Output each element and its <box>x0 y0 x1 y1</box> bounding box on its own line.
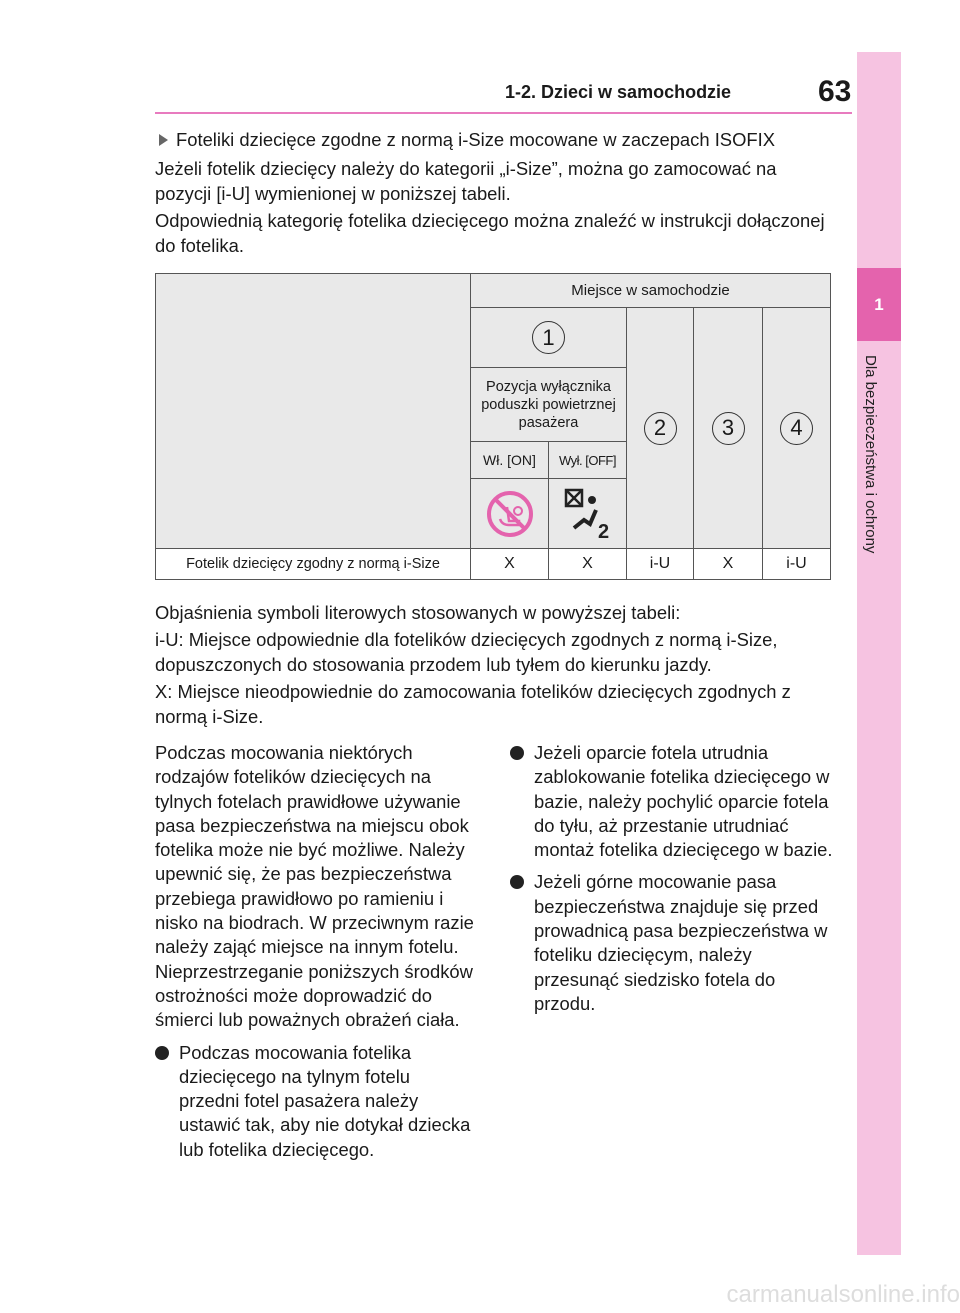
row-value-3-text: i-U <box>649 555 671 572</box>
legend-intro: Objaśnienia symboli literowych stosowanych w powyższej tabeli: <box>155 602 681 623</box>
page-number: 63 <box>818 75 852 108</box>
row-label-text: Fotelik dziecięcy zgodny z normą i-Size <box>186 556 440 572</box>
seat-2-header <box>626 307 694 549</box>
warning-right-column <box>510 741 835 1016</box>
seat-1-header <box>470 307 627 368</box>
switch-position-label-text: Pozycja wyłącznika poduszki powietrznej pasażera <box>481 378 616 431</box>
seat-number-3: 3 <box>712 412 745 445</box>
row-value-4 <box>693 548 763 580</box>
warning-paragraph: Podczas mocowania niektórych rodzajów fotelików dziecięcych na tylnych fotelach prawidłowe używanie pasa bezpieczeństwa na miejscu obok fotelika może nie być możliwe. Należy upewnić się, że pas bezpieczeństwa przebiega prawidłowo po ramieniu i nisko na biodrach. W przeciwnym razie należy zająć miejsce na innym fotelu. Nieprzestrzeganie poniższych środków ostrożności może doprowadzić do śmierci lub poważnych obrażeń ciała. <box>155 742 474 1031</box>
watermark: carmanualsonline.info <box>726 1281 960 1308</box>
row-value-2-text: X <box>582 555 593 572</box>
row-value-4-text: X <box>722 555 734 572</box>
table-header-title <box>470 273 831 308</box>
airbag-off-digit: 2 <box>597 520 609 542</box>
warning-left-column <box>155 741 475 1162</box>
seat-number-2: 2 <box>644 412 677 445</box>
warning-bullet: Podczas mocowania fotelika dziecięcego na tylnym fotelu przedni fotel pasażera należy ustawić tak, aby nie dotykał dziecka lub fotelika dziecięcego. <box>155 1041 475 1162</box>
seat-number-4: 4 <box>780 412 813 445</box>
seat-compatibility-table <box>155 273 831 580</box>
legend-x: X: Miejsce nieodpowiednie do zamocowania fotelików dziecięcych zgodnych z normą i-Size. <box>155 681 791 727</box>
table-corner-cell <box>155 273 471 549</box>
row-value-5 <box>762 548 831 580</box>
seat-3-header <box>693 307 763 549</box>
intro-paragraph-2: Odpowiednią kategorię fotelika dziecięcego można znaleźć w instrukcji dołączonej do fotelika. <box>155 210 825 256</box>
section-title: 1-2. Dzieci w samochodzie <box>505 82 732 102</box>
chapter-side-strip <box>857 52 901 1255</box>
seat-number-1: 1 <box>532 321 565 354</box>
airbag-off-icon <box>560 486 616 542</box>
chapter-number-tab[interactable]: 1 <box>857 268 901 341</box>
intro-paragraph-1: Jeżeli fotelik dziecięcy należy do kategorii „i-Size”, można go zamocować na pozycji [i-U] wymienionej w poniższej tabeli. <box>155 158 777 204</box>
switch-on-text: Wł. [ON] <box>483 452 536 468</box>
row-value-1 <box>470 548 549 580</box>
row-value-5-text: i-U <box>786 555 807 572</box>
row-label <box>155 548 471 580</box>
warning-bullet: Jeżeli górne mocowanie pasa bezpieczeństwa znajduje się przed prowadnicą pasa bezpieczeństwa w foteliku dziecięcym, należy przesunąć siedzisko fotela do przodu. <box>510 870 835 1016</box>
switch-off-text: Wył. [OFF] <box>559 452 616 468</box>
subsection-heading <box>155 127 835 152</box>
airbag-on-icon <box>485 489 535 539</box>
airbag-on-icon-cell <box>470 478 549 549</box>
chapter-label-text: Dla bezpieczeństwa i ochrony <box>862 355 879 554</box>
switch-on-label <box>470 441 549 479</box>
header-rule <box>155 112 852 114</box>
row-value-3 <box>626 548 694 580</box>
triangle-bullet-icon <box>159 134 168 146</box>
switch-off-label <box>548 441 627 479</box>
seat-4-header <box>762 307 831 549</box>
subsection-heading-text: Foteliki dziecięce zgodne z normą i-Size mocowane w zaczepach ISOFIX <box>176 129 775 150</box>
switch-position-label <box>470 367 627 442</box>
legend-iu: i-U: Miejsce odpowiednie dla fotelików dziecięcych zgodnych z normą i-Size, dopuszczonych do stosowania przodem lub tyłem do kierunku jazdy. <box>155 629 778 675</box>
warning-bullet: Jeżeli oparcie fotela utrudnia zablokowanie fotelika dziecięcego w bazie, należy pochylić oparcie fotela do tyłu, aż przestanie utrudniać montaż fotelika dziecięcego w bazie. <box>510 741 835 862</box>
airbag-off-icon-cell <box>548 478 627 549</box>
row-value-1-text: X <box>504 555 515 572</box>
row-value-2 <box>548 548 627 580</box>
table-header-title-text: Miejsce w samochodzie <box>571 282 730 299</box>
